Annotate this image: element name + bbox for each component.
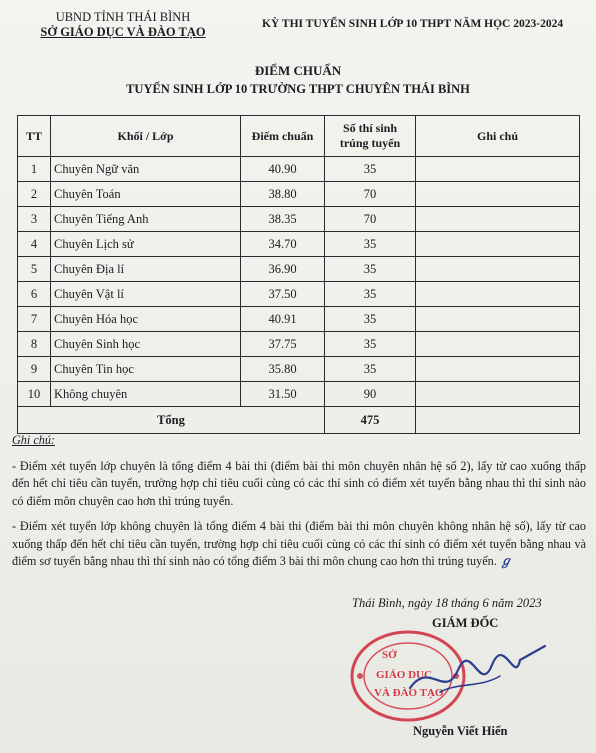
row-class-name: Chuyên Vật lí — [51, 282, 241, 307]
table-row — [18, 182, 580, 207]
row-class-name: Chuyên Hóa học — [51, 307, 241, 332]
handwritten-initial: ℊ — [499, 554, 512, 568]
row-tt: 7 — [18, 307, 51, 332]
col-header-score: Điểm chuẩn — [241, 116, 325, 157]
table-row — [18, 207, 580, 232]
table-row — [18, 357, 580, 382]
col-header-note: Ghi chú — [416, 116, 580, 157]
exam-title: KỲ THI TUYỂN SINH LỚP 10 THPT NĂM HỌC 2023-2024 — [262, 18, 564, 30]
note-text: - Điểm xét tuyển lớp không chuyên là tổng điểm 4 bài thi (điểm bài thi môn chuyên không nhân hệ số), lấy từ cao xuống thấp đến hết chỉ tiêu cần tuyển, trường hợp chỉ tiêu cuối cùng có các thí sinh có điểm xét tuyển bằng nhau và điểm sơ tuyển bằng nhau thì thí sinh nào có tổng điểm 3 bài thi môn chung cao hơn thì trúng tuyển. — [12, 519, 586, 568]
row-note — [416, 332, 580, 357]
row-score: 37.50 — [241, 282, 325, 307]
row-tt: 4 — [18, 232, 51, 257]
row-count: 35 — [325, 307, 416, 332]
row-tt: 1 — [18, 157, 51, 182]
row-note — [416, 257, 580, 282]
svg-text:VÀ ĐÀO TẠO: VÀ ĐÀO TẠO — [374, 687, 444, 699]
row-class-name: Không chuyên — [51, 382, 241, 407]
row-score: 40.90 — [241, 157, 325, 182]
note-item-general — [12, 518, 586, 571]
row-score: 38.35 — [241, 207, 325, 232]
note-item-specialized — [12, 458, 586, 511]
row-class-name: Chuyên Tin học — [51, 357, 241, 382]
note-text: - Điểm xét tuyển lớp chuyên là tổng điểm 4 bài thi (điểm bài thi môn chuyên nhân hệ số 2), lấy từ cao xuống thấp đến hết chỉ tiêu cần tuyển, trường hợp chỉ tiêu cuối cùng có các thí sinh có điểm xét tuyển bằng nhau thì thí sinh nào có điểm môn chuyên cao hơn thì trúng tuyển. — [12, 458, 586, 508]
table-body — [18, 157, 580, 407]
col-header-class: Khối / Lớp — [51, 116, 241, 157]
svg-text:SỞ: SỞ — [382, 649, 397, 661]
row-note — [416, 282, 580, 307]
table-header-row — [18, 116, 580, 157]
row-note — [416, 182, 580, 207]
signer-role: GIÁM ĐỐC — [432, 616, 499, 630]
issuer-header — [28, 10, 218, 40]
row-tt: 5 — [18, 257, 51, 282]
row-count: 70 — [325, 182, 416, 207]
row-note — [416, 382, 580, 407]
col-header-tt: TT — [18, 116, 51, 157]
total-row — [18, 407, 580, 434]
score-table — [17, 115, 580, 434]
total-note — [416, 407, 580, 434]
row-score: 40.91 — [241, 307, 325, 332]
document-title: ĐIỂM CHUẨN — [254, 63, 342, 78]
row-score: 36.90 — [241, 257, 325, 282]
row-class-name: Chuyên Sinh học — [51, 332, 241, 357]
table-row — [18, 257, 580, 282]
row-score: 34.70 — [241, 232, 325, 257]
col-header-count: Số thí sinh trúng tuyển — [325, 116, 416, 157]
row-score: 35.80 — [241, 357, 325, 382]
row-count: 35 — [325, 257, 416, 282]
notes-heading: Ghi chú: — [12, 433, 55, 447]
row-count: 35 — [325, 157, 416, 182]
handwritten-signature — [400, 640, 550, 710]
row-note — [416, 157, 580, 182]
row-tt: 3 — [18, 207, 51, 232]
row-class-name: Chuyên Lịch sử — [51, 232, 241, 257]
row-class-name: Chuyên Toán — [51, 182, 241, 207]
row-score: 37.75 — [241, 332, 325, 357]
table-row — [18, 332, 580, 357]
table-row — [18, 382, 580, 407]
row-count: 35 — [325, 282, 416, 307]
row-score: 38.80 — [241, 182, 325, 207]
total-label: Tổng — [18, 407, 325, 434]
row-count: 70 — [325, 207, 416, 232]
svg-text:GIÁO DỤC: GIÁO DỤC — [376, 669, 432, 681]
row-note — [416, 232, 580, 257]
total-value: 475 — [325, 407, 416, 434]
issuer-name: SỞ GIÁO DỤC VÀ ĐÀO TẠO — [40, 25, 206, 39]
signer-name: Nguyễn Viết Hiển — [413, 724, 508, 738]
notes-section — [12, 432, 586, 579]
table-row — [18, 232, 580, 257]
table-row — [18, 282, 580, 307]
row-tt: 8 — [18, 332, 51, 357]
document-subtitle: TUYỂN SINH LỚP 10 TRƯỜNG THPT CHUYÊN THÁI BÌNH — [126, 82, 470, 96]
issuer-parent: UBND TỈNH THÁI BÌNH — [55, 10, 191, 24]
place-date: Thái Bình, ngày 18 tháng 6 năm 2023 — [352, 596, 542, 610]
row-count: 35 — [325, 332, 416, 357]
row-note — [416, 357, 580, 382]
row-class-name: Chuyên Tiếng Anh — [51, 207, 241, 232]
row-note — [416, 207, 580, 232]
row-count: 35 — [325, 232, 416, 257]
table-row — [18, 307, 580, 332]
row-score: 31.50 — [241, 382, 325, 407]
row-tt: 2 — [18, 182, 51, 207]
row-count: 90 — [325, 382, 416, 407]
row-class-name: Chuyên Ngữ văn — [51, 157, 241, 182]
row-class-name: Chuyên Địa lí — [51, 257, 241, 282]
row-tt: 6 — [18, 282, 51, 307]
table-row — [18, 157, 580, 182]
row-note — [416, 307, 580, 332]
row-tt: 10 — [18, 382, 51, 407]
row-tt: 9 — [18, 357, 51, 382]
row-count: 35 — [325, 357, 416, 382]
